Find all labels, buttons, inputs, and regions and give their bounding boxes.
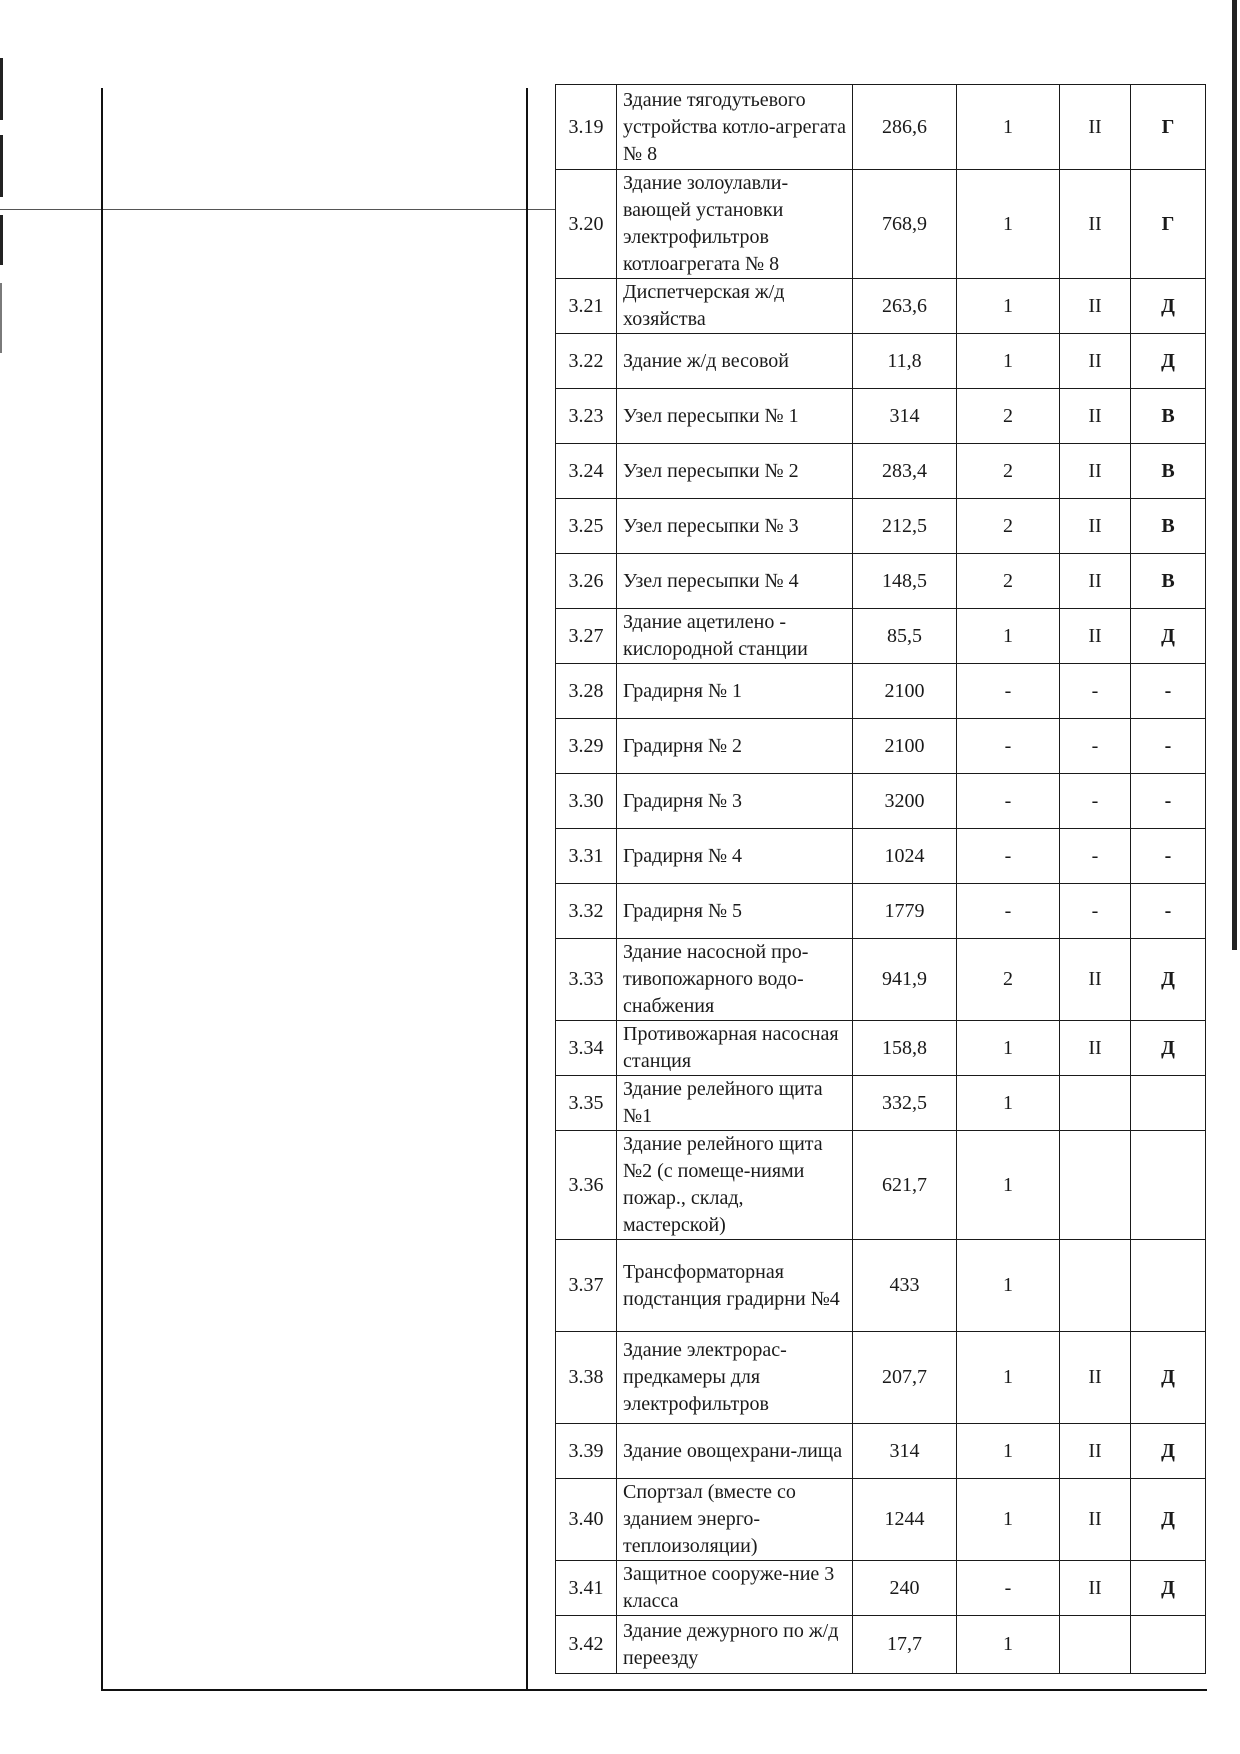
area-value: 314 xyxy=(853,1424,957,1479)
row-number: 3.20 xyxy=(556,170,617,279)
building-name: Градирня № 2 xyxy=(617,719,853,774)
floors-value: 1 xyxy=(957,1479,1060,1561)
hazard-category: - xyxy=(1131,774,1206,829)
area-value: 286,6 xyxy=(853,85,957,170)
building-name: Здание релейного щита №1 xyxy=(617,1076,853,1131)
row-number: 3.39 xyxy=(556,1424,617,1479)
building-name: Узел пересыпки № 3 xyxy=(617,499,853,554)
floors-value: 1 xyxy=(957,85,1060,170)
fire-resistance-degree: - xyxy=(1060,884,1131,939)
area-value: 2100 xyxy=(853,664,957,719)
row-number: 3.28 xyxy=(556,664,617,719)
floors-value: 2 xyxy=(957,389,1060,444)
fire-resistance-degree xyxy=(1060,1616,1131,1674)
table-row xyxy=(556,1240,1206,1332)
row-number: 3.31 xyxy=(556,829,617,884)
hazard-category: Д xyxy=(1131,609,1206,664)
building-name: Здание ж/д весовой xyxy=(617,334,853,389)
floors-value: 1 xyxy=(957,170,1060,279)
building-name: Защитное сооруже-ние 3 класса xyxy=(617,1561,853,1616)
floors-value: 1 xyxy=(957,1424,1060,1479)
buildings-table xyxy=(555,84,1206,1674)
building-name: Здание овощехрани-лища xyxy=(617,1424,853,1479)
hazard-category: - xyxy=(1131,719,1206,774)
table-row xyxy=(556,719,1206,774)
left-edge-mark xyxy=(0,215,3,265)
row-number: 3.23 xyxy=(556,389,617,444)
row-number: 3.36 xyxy=(556,1131,617,1240)
hazard-category: - xyxy=(1131,829,1206,884)
hazard-category xyxy=(1131,1076,1206,1131)
area-value: 433 xyxy=(853,1240,957,1332)
table-row xyxy=(556,1332,1206,1424)
fire-resistance-degree: II xyxy=(1060,1479,1131,1561)
hazard-category: Д xyxy=(1131,279,1206,334)
building-name: Трансформаторная подстанция градирни №4 xyxy=(617,1240,853,1332)
area-value: 263,6 xyxy=(853,279,957,334)
floors-value: - xyxy=(957,829,1060,884)
floors-value: 1 xyxy=(957,1131,1060,1240)
row-number: 3.40 xyxy=(556,1479,617,1561)
row-number: 3.21 xyxy=(556,279,617,334)
table-row xyxy=(556,1076,1206,1131)
table-row xyxy=(556,1479,1206,1561)
area-value: 621,7 xyxy=(853,1131,957,1240)
table-row xyxy=(556,389,1206,444)
table-row xyxy=(556,1561,1206,1616)
area-value: 1779 xyxy=(853,884,957,939)
floors-value: - xyxy=(957,664,1060,719)
floors-value: 1 xyxy=(957,279,1060,334)
building-name: Противожарная насосная станция xyxy=(617,1021,853,1076)
table-row xyxy=(556,939,1206,1021)
table-row xyxy=(556,1021,1206,1076)
hazard-category xyxy=(1131,1131,1206,1240)
hazard-category: Д xyxy=(1131,1561,1206,1616)
fire-resistance-degree: II xyxy=(1060,1424,1131,1479)
fire-resistance-degree: II xyxy=(1060,499,1131,554)
floors-value: - xyxy=(957,884,1060,939)
building-name: Здание ацетилено - кислородной станции xyxy=(617,609,853,664)
row-number: 3.33 xyxy=(556,939,617,1021)
building-name: Узел пересыпки № 4 xyxy=(617,554,853,609)
left-edge-mark xyxy=(0,283,2,353)
fire-resistance-degree xyxy=(1060,1131,1131,1240)
hazard-category: Г xyxy=(1131,85,1206,170)
floors-value: 1 xyxy=(957,609,1060,664)
floors-value: 2 xyxy=(957,939,1060,1021)
right-edge-mark xyxy=(1232,0,1237,950)
area-value: 11,8 xyxy=(853,334,957,389)
fire-resistance-degree xyxy=(1060,1076,1131,1131)
fire-resistance-degree: - xyxy=(1060,774,1131,829)
hazard-category: Г xyxy=(1131,170,1206,279)
floors-value: 1 xyxy=(957,1240,1060,1332)
row-number: 3.41 xyxy=(556,1561,617,1616)
table-row xyxy=(556,554,1206,609)
fire-resistance-degree: II xyxy=(1060,85,1131,170)
hazard-category: - xyxy=(1131,664,1206,719)
floors-value: 1 xyxy=(957,1332,1060,1424)
building-name: Градирня № 1 xyxy=(617,664,853,719)
fire-resistance-degree: - xyxy=(1060,829,1131,884)
fire-resistance-degree: II xyxy=(1060,939,1131,1021)
floors-value: - xyxy=(957,774,1060,829)
table-row xyxy=(556,664,1206,719)
floors-value: 2 xyxy=(957,444,1060,499)
hazard-category: В xyxy=(1131,389,1206,444)
floors-value: 1 xyxy=(957,1076,1060,1131)
building-name: Здание золоулавли-вающей установки электрофильтров котлоагрегата № 8 xyxy=(617,170,853,279)
area-value: 283,4 xyxy=(853,444,957,499)
table-row xyxy=(556,1131,1206,1240)
hazard-category: Д xyxy=(1131,1479,1206,1561)
outer-frame-left-line xyxy=(101,88,103,1690)
table-row xyxy=(556,499,1206,554)
building-name: Диспетчерская ж/д хозяйства xyxy=(617,279,853,334)
table-row xyxy=(556,1424,1206,1479)
row-number: 3.27 xyxy=(556,609,617,664)
floors-value: 1 xyxy=(957,1021,1060,1076)
hazard-category xyxy=(1131,1240,1206,1332)
inner-frame-left-line xyxy=(526,88,528,1690)
area-value: 332,5 xyxy=(853,1076,957,1131)
area-value: 2100 xyxy=(853,719,957,774)
fire-resistance-degree: II xyxy=(1060,609,1131,664)
row-number: 3.35 xyxy=(556,1076,617,1131)
area-value: 941,9 xyxy=(853,939,957,1021)
table-row xyxy=(556,334,1206,389)
building-name: Градирня № 3 xyxy=(617,774,853,829)
floors-value: 1 xyxy=(957,334,1060,389)
floors-value: - xyxy=(957,1561,1060,1616)
hazard-category: Д xyxy=(1131,1424,1206,1479)
left-edge-mark xyxy=(0,135,3,197)
area-value: 1244 xyxy=(853,1479,957,1561)
hazard-category xyxy=(1131,1616,1206,1674)
table-row xyxy=(556,829,1206,884)
area-value: 17,7 xyxy=(853,1616,957,1674)
hazard-category: Д xyxy=(1131,939,1206,1021)
hazard-category: В xyxy=(1131,444,1206,499)
building-name: Здание насосной про-тивопожарного водо-снабжения xyxy=(617,939,853,1021)
left-edge-mark xyxy=(0,58,3,120)
table-row xyxy=(556,444,1206,499)
building-name: Здание дежурного по ж/д переезду xyxy=(617,1616,853,1674)
table-row xyxy=(556,609,1206,664)
table-row xyxy=(556,1616,1206,1674)
fire-resistance-degree: II xyxy=(1060,554,1131,609)
building-name: Здание тягодутьевого устройства котло-агрегата № 8 xyxy=(617,85,853,170)
fire-resistance-degree: II xyxy=(1060,1561,1131,1616)
row-number: 3.25 xyxy=(556,499,617,554)
row-number: 3.29 xyxy=(556,719,617,774)
row-number: 3.38 xyxy=(556,1332,617,1424)
row-number: 3.24 xyxy=(556,444,617,499)
area-value: 148,5 xyxy=(853,554,957,609)
hazard-category: Д xyxy=(1131,1332,1206,1424)
row-number: 3.32 xyxy=(556,884,617,939)
row-number: 3.37 xyxy=(556,1240,617,1332)
area-value: 314 xyxy=(853,389,957,444)
hazard-category: Д xyxy=(1131,334,1206,389)
hazard-category: - xyxy=(1131,884,1206,939)
table-row xyxy=(556,884,1206,939)
row-number: 3.22 xyxy=(556,334,617,389)
building-name: Градирня № 5 xyxy=(617,884,853,939)
fire-resistance-degree: II xyxy=(1060,279,1131,334)
fire-resistance-degree: II xyxy=(1060,1332,1131,1424)
area-value: 85,5 xyxy=(853,609,957,664)
row-number: 3.30 xyxy=(556,774,617,829)
fire-resistance-degree: II xyxy=(1060,389,1131,444)
fire-resistance-degree: II xyxy=(1060,170,1131,279)
building-name: Спортзал (вместе со зданием энерго-теплоизоляции) xyxy=(617,1479,853,1561)
floors-value: 1 xyxy=(957,1616,1060,1674)
area-value: 240 xyxy=(853,1561,957,1616)
building-name: Градирня № 4 xyxy=(617,829,853,884)
area-value: 158,8 xyxy=(853,1021,957,1076)
fire-resistance-degree: II xyxy=(1060,1021,1131,1076)
building-name: Узел пересыпки № 2 xyxy=(617,444,853,499)
hazard-category: В xyxy=(1131,499,1206,554)
building-name: Здание электрорас-предкамеры для электрофильтров xyxy=(617,1332,853,1424)
fire-resistance-degree: II xyxy=(1060,334,1131,389)
fire-resistance-degree xyxy=(1060,1240,1131,1332)
fire-resistance-degree: - xyxy=(1060,664,1131,719)
row-number: 3.26 xyxy=(556,554,617,609)
frame-bottom-line xyxy=(101,1689,1207,1691)
area-value: 207,7 xyxy=(853,1332,957,1424)
table-row xyxy=(556,774,1206,829)
table-row xyxy=(556,170,1206,279)
building-name: Здание релейного щита №2 (с помеще-ниями пожар., склад, мастерской) xyxy=(617,1131,853,1240)
area-value: 3200 xyxy=(853,774,957,829)
table-row xyxy=(556,85,1206,170)
page-rule-horizontal xyxy=(0,209,555,210)
fire-resistance-degree: II xyxy=(1060,444,1131,499)
hazard-category: В xyxy=(1131,554,1206,609)
fire-resistance-degree: - xyxy=(1060,719,1131,774)
building-name: Узел пересыпки № 1 xyxy=(617,389,853,444)
floors-value: - xyxy=(957,719,1060,774)
area-value: 1024 xyxy=(853,829,957,884)
buildings-table-body xyxy=(556,85,1206,1674)
floors-value: 2 xyxy=(957,554,1060,609)
table-row xyxy=(556,279,1206,334)
row-number: 3.19 xyxy=(556,85,617,170)
area-value: 212,5 xyxy=(853,499,957,554)
row-number: 3.34 xyxy=(556,1021,617,1076)
row-number: 3.42 xyxy=(556,1616,617,1674)
floors-value: 2 xyxy=(957,499,1060,554)
hazard-category: Д xyxy=(1131,1021,1206,1076)
area-value: 768,9 xyxy=(853,170,957,279)
